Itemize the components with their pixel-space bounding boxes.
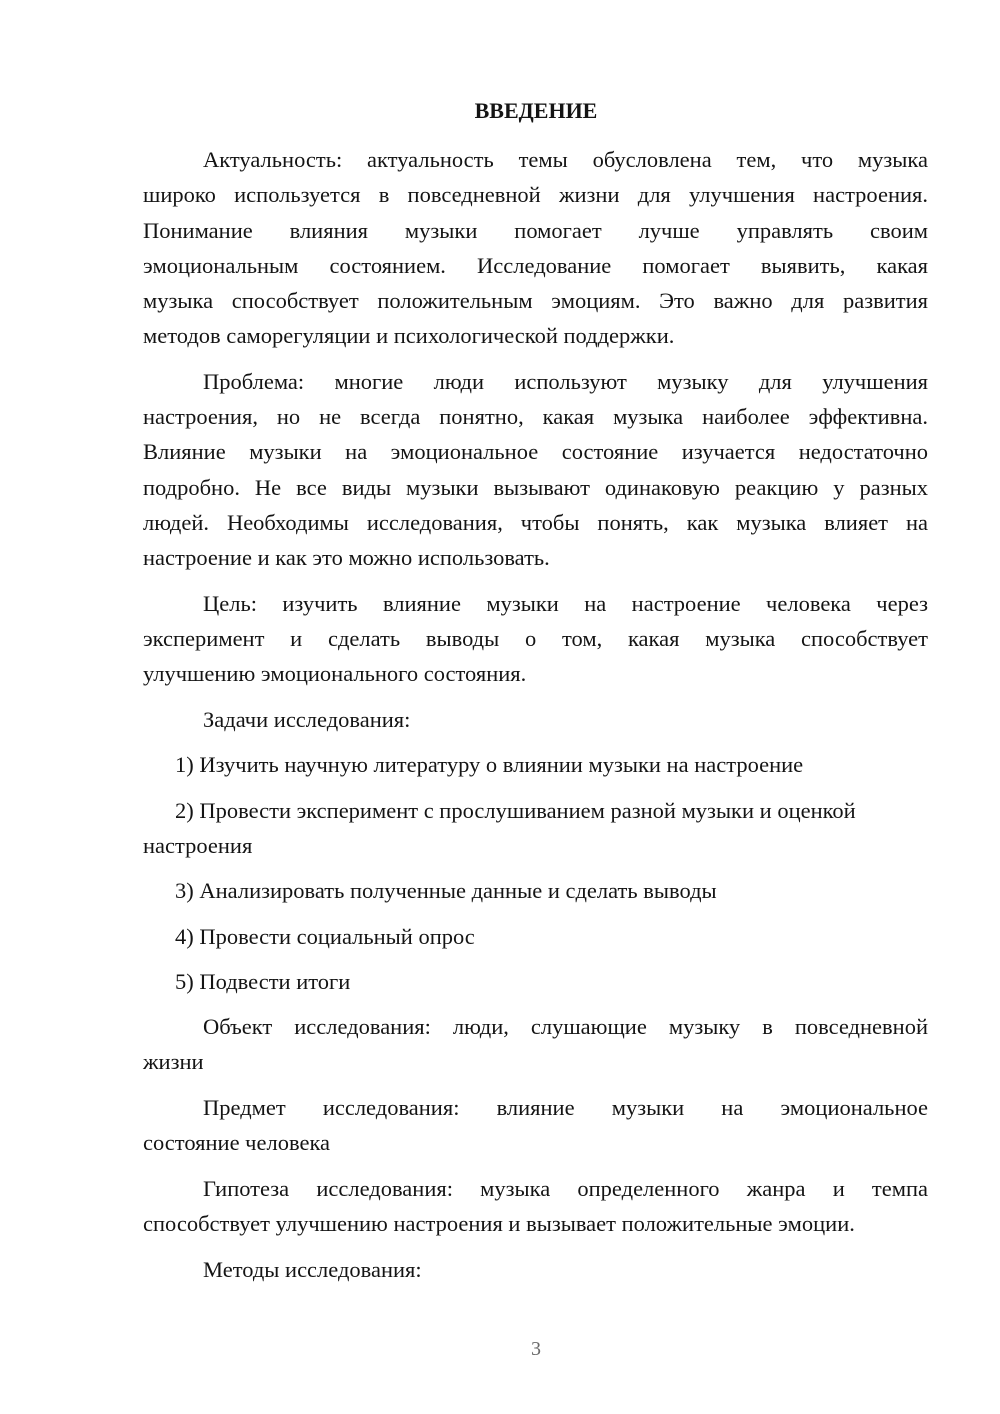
- paragraph-line: жизни: [143, 1049, 204, 1074]
- paragraph-line: состояние человека: [143, 1130, 331, 1155]
- paragraph-line: музыка способствует положительным эмоциям. Это важно для развития: [143, 288, 928, 313]
- paragraph-line: подробно. Не все виды музыки вызывают одинаковую реакцию у разных: [143, 475, 928, 500]
- paragraph-line: улучшению эмоционального состояния.: [143, 661, 527, 686]
- page-heading: ВВЕДЕНИЕ: [474, 98, 598, 123]
- paragraph-line: Объект исследования: люди, слушающие музыку в повседневной: [203, 1014, 928, 1039]
- paragraph-line: широко используется в повседневной жизни для улучшения настроения.: [143, 182, 928, 207]
- list-item-continuation: настроения: [143, 833, 253, 858]
- list-item: 1) Изучить научную литературу о влиянии музыки на настроение: [175, 752, 804, 777]
- paragraph-line: Цель: изучить влияние музыки на настроение человека через: [203, 591, 928, 616]
- tasks-title: Задачи исследования:: [203, 707, 411, 732]
- paragraph-line: Актуальность: актуальность темы обусловлена тем, что музыка: [203, 147, 928, 172]
- paragraph-line: Гипотеза исследования: музыка определенного жанра и темпа: [203, 1176, 928, 1201]
- list-item: 3) Анализировать полученные данные и сделать выводы: [175, 878, 717, 903]
- page-number: 3: [531, 1338, 541, 1360]
- list-item: 4) Провести социальный опрос: [175, 924, 475, 949]
- paragraph-line: Предмет исследования: влияние музыки на эмоциональное: [203, 1095, 928, 1120]
- paragraph-line: Проблема: многие люди используют музыку для улучшения: [203, 369, 928, 394]
- paragraph-line: Понимание влияния музыки помогает лучше управлять своим: [143, 218, 928, 243]
- paragraph-line: эксперимент и сделать выводы о том, какая музыка способствует: [143, 626, 928, 651]
- paragraph-line: методов саморегуляции и психологической поддержки.: [143, 323, 675, 348]
- paragraph-line: настроения, но не всегда понятно, какая музыка наиболее эффективна.: [143, 404, 928, 429]
- methods-title: Методы исследования:: [203, 1257, 422, 1282]
- paragraph-line: Влияние музыки на эмоциональное состояние изучается недостаточно: [143, 439, 928, 464]
- paragraph-line: эмоциональным состоянием. Исследование помогает выявить, какая: [143, 253, 928, 278]
- list-item: 5) Подвести итоги: [175, 969, 351, 994]
- list-item: 2) Провести эксперимент с прослушиванием разной музыки и оценкой: [175, 798, 856, 823]
- paragraph-line: настроение и как это можно использовать.: [143, 545, 550, 570]
- paragraph-line: людей. Необходимы исследования, чтобы понять, как музыка влияет на: [143, 510, 928, 535]
- paragraph-line: способствует улучшению настроения и вызывает положительные эмоции.: [143, 1211, 855, 1236]
